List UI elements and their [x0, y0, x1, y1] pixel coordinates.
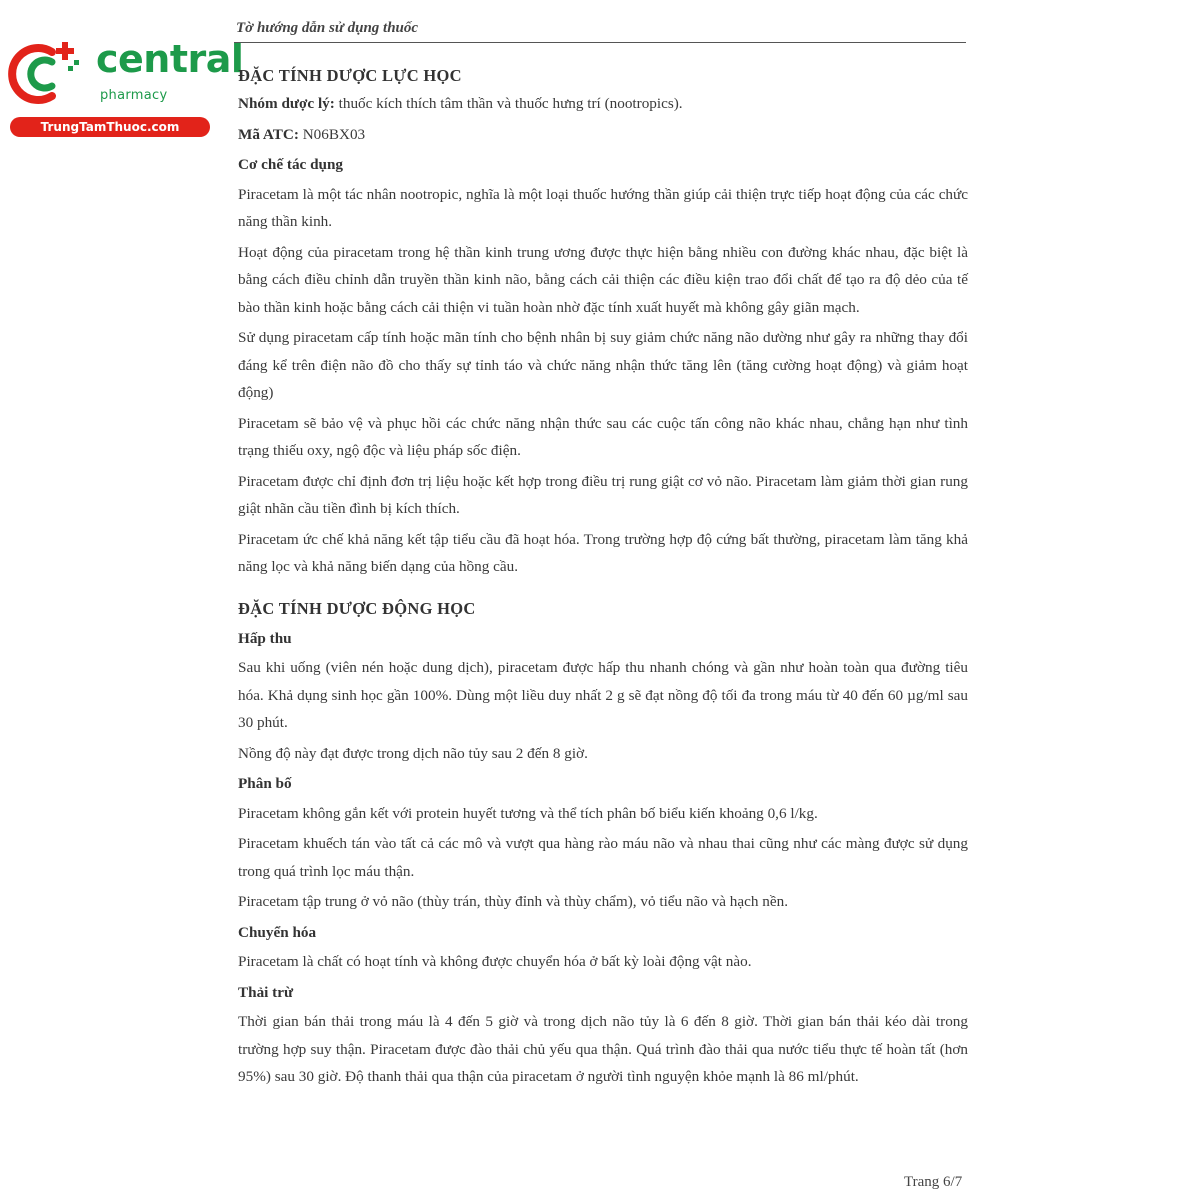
pharmacological-group-value: thuốc kích thích tâm thần và thuốc hưng trí (nootropics).: [334, 95, 683, 112]
paragraph: Nồng độ này đạt được trong dịch não tủy sau 2 đến 8 giờ.: [238, 744, 588, 762]
paragraph: Sau khi uống (viên nén hoặc dung dịch), piracetam được hấp thu nhanh chóng và gần như hoàn toàn qua đường tiêu hóa. Khả dụng sinh học gần 100%. Dùng một liều duy nhất 2 g sẽ đạt nồng độ tối đa trong máu từ 40 đến 60 µg/ml sau 30 phút.: [238, 659, 968, 731]
paragraph: Piracetam ức chế khả năng kết tập tiểu cầu đã hoạt hóa. Trong trường hợp độ cứng bất thường, piracetam làm tăng khả năng lọc và khả năng biến dạng của hồng cầu.: [238, 530, 968, 575]
paragraph: Piracetam là một tác nhân nootropic, nghĩa là một loại thuốc hướng thần giúp cải thiện trực tiếp hoạt động của các chức năng thần kinh.: [238, 185, 968, 230]
mechanism-heading: Cơ chế tác dụng: [238, 156, 344, 173]
paragraph: Sử dụng piracetam cấp tính hoặc mãn tính cho bệnh nhân bị suy giảm chức năng não dường như gây ra những thay đổi đáng kể trên điện não đồ cho thấy sự tỉnh táo và chức năng nhận thức tăng lên (tăng cường hoạt động) và giảm hoạt động): [238, 329, 968, 401]
paragraph: Piracetam tập trung ở vỏ não (thùy trán, thùy đỉnh và thùy chẩm), vỏ tiểu não và hạch nền.: [238, 893, 788, 910]
atc-code: [238, 121, 968, 149]
logo-brand: central: [96, 37, 244, 81]
elimination-heading: Thải trừ: [238, 983, 294, 1001]
pharmacological-group: [238, 90, 968, 118]
document-body: [238, 62, 968, 1094]
logo-subtitle: pharmacy: [100, 88, 168, 103]
header-divider: [234, 42, 966, 43]
distribution-heading: Phân bố: [238, 775, 292, 792]
paragraph: Thời gian bán thải trong máu là 4 đến 5 giờ và trong dịch não tủy là 6 đến 8 giờ. Thời gian bán thải kéo dài trong trường hợp suy thận. Piracetam được đào thải chủ yếu qua thận. Quá trình đào thải qua nước tiểu thực tế hoàn tất (hơn 95%) sau 30 giờ. Độ thanh thải qua thận của piracetam ở người tình nguyện khỏe mạnh là 86 ml/phút.: [238, 1013, 968, 1085]
paragraph: Piracetam sẽ bảo vệ và phục hồi các chức năng nhận thức sau các cuộc tấn công não khác nhau, chẳng hạn như tình trạng thiếu oxy, ngộ độc và liệu pháp sốc điện.: [238, 414, 968, 459]
paragraph: Piracetam không gắn kết với protein huyết tương và thể tích phân bố biểu kiến khoảng 0,6 l/kg.: [238, 804, 818, 822]
document-header-title: Tờ hướng dẫn sử dụng thuốc: [236, 20, 419, 36]
metabolism-heading: Chuyển hóa: [238, 923, 317, 941]
page-number: Trang 6/7: [904, 1174, 963, 1190]
pharmacy-logo: [8, 36, 244, 136]
paragraph: Piracetam khuếch tán vào tất cả các mô và vượt qua hàng rào máu não và nhau thai cũng như các màng được sử dụng trong quá trình lọc máu thận.: [238, 835, 968, 880]
section-title-pharmacokinetics: ĐẶC TÍNH DƯỢC ĐỘNG HỌC: [238, 598, 476, 618]
atc-code-label: Mã ATC:: [238, 125, 299, 143]
atc-code-value: N06BX03: [298, 125, 366, 143]
central-pharmacy-logo-icon: [8, 38, 88, 108]
section-title-pharmacodynamics: ĐẶC TÍNH DƯỢC LỰC HỌC: [238, 66, 462, 85]
paragraph: Hoạt động của piracetam trong hệ thần kinh trung ương được thực hiện bằng nhiều con đường khác nhau, đặc biệt là bằng cách điều chỉnh dẫn truyền thần kinh não, bằng cách cải thiện các điều kiện trao đổi chất để tạo ra độ dẻo của tế bào thần kinh hoặc bằng cách cải thiện vi tuần hoàn nhờ đặc tính xuất huyết mà không gây giãn mạch.: [238, 243, 968, 316]
paragraph: Piracetam là chất có hoạt tính và không được chuyển hóa ở bất kỳ loài động vật nào.: [238, 953, 752, 970]
absorption-heading: Hấp thu: [238, 629, 292, 647]
paragraph: Piracetam được chỉ định đơn trị liệu hoặc kết hợp trong điều trị rung giật cơ vỏ não. Piracetam làm giảm thời gian rung giật nhãn cầu tiền đình bị kích thích.: [238, 472, 968, 517]
pharmacological-group-label: Nhóm dược lý:: [238, 95, 335, 112]
logo-url-badge: TrungTamThuoc.com: [10, 117, 210, 137]
